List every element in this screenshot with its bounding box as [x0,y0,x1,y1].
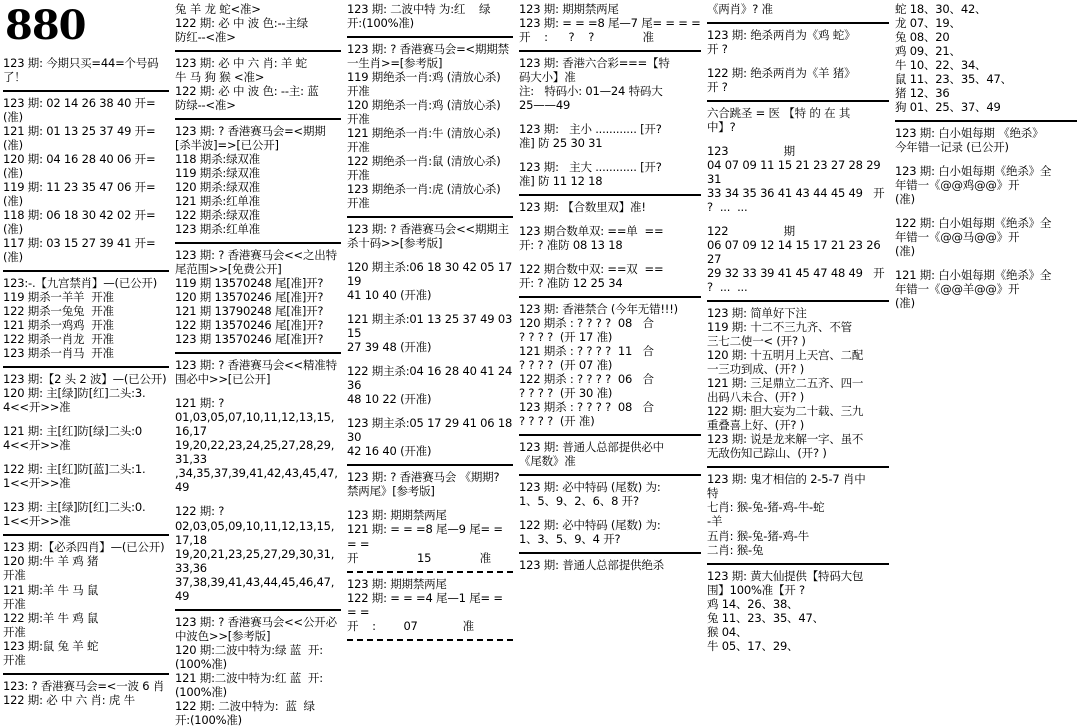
text-block [707,224,889,294]
text-line: 123 期: 鬼才相信的 2-5-7 肖中 [707,472,866,487]
text-line: 123 期: 主[绿]防[红]二头:0. [3,500,146,515]
text-line: 120 期杀:绿双准 [175,180,260,195]
text-line: 27 39 48 (开准) [347,340,432,355]
section-divider [175,609,341,611]
text-line: 120 期杀 : ? ? ? ? 08 合 [519,316,654,331]
text-line: 121 期: 主[红]防[绿]二头:0 [3,424,142,439]
text-line: 123 期杀 : ? ? ? ? 08 合 [519,400,654,415]
text-line: 119 期: 十二不三九齐、不管 [707,320,852,335]
text-line: 120 期: 04 16 28 40 06 开=(准) [3,152,156,181]
text-line: 37,38,39,41,43,44,45,46,47,49 [175,574,335,603]
text-line: 123 期:【必杀四肖】—(已公开) [3,540,165,555]
text-line: (100%准) [175,656,227,671]
text-line: 122 期: 绝杀两肖为《羊 猪》 [707,66,856,81]
text-block [347,312,516,355]
section-divider [519,434,701,436]
text-line: [杀半波]=>[已公开] [175,138,279,153]
section-divider [175,118,341,120]
text-line: 鼠 11、23、35、47、 [895,72,1012,87]
text-block [519,262,701,290]
text-line: (准) [895,192,915,207]
col-6 [892,2,1080,710]
text-line: 119 期绝杀一肖:鸡 (清放心杀) [347,70,501,85]
text-line: 01,03,05,07,10,11,12,13,15,16,17 [175,410,335,439]
text-block [175,615,341,727]
text-line: 开:(100%准) [347,16,414,31]
text-line: 120 期主杀:06 18 30 42 05 17 19 [347,260,516,289]
text-line: 围必中>>[已公开] [175,372,271,387]
text-line: 开准 [347,84,370,99]
text-line: 123: ? 香港赛马会=<一波 6 肖 [3,678,165,693]
text-line: 123 期: 香港禁合 (今年无错!!!) [519,302,678,317]
text-line: 《两肖》? 准 [707,2,773,16]
text-line: 开准 [3,624,26,639]
text-line: 122 期: 二波中特为: 蓝 绿 [175,698,315,713]
text-line: ? ? ? ? (开 30 准) [519,386,613,401]
text-line: 19,20,22,23,24,25,27,28,29,31,33 [175,438,335,467]
text-block [707,28,889,56]
text-line: 123 期: 普通人总部提供绝杀 [519,558,664,573]
text-line: 120 期 13570246 尾[准]开? [175,290,324,305]
text-line: 123 期: 今期只买=44=个号码了！ [3,56,159,85]
text-block [347,2,513,30]
text-line: 122 期主杀:04 16 28 40 41 24 36 [347,364,516,393]
text-line: (准) [895,244,915,259]
text-line: ? ... ... [707,200,748,215]
text-line: 121 期 13790248 尾[准]开? [175,304,324,319]
text-line: 123 期: ? 香港赛马会 《期期? [347,470,500,485]
text-line: 119 期杀:绿双准 [175,166,260,181]
text-line: 注: 特码小: 01—24 特码大 [519,84,663,99]
text-block [519,480,701,508]
text-line: 120 期:牛 羊 鸡 猪 [3,554,99,569]
text-line: 鸡 14、26、38、 [707,596,799,611]
text-line: 123 期: 白小姐每期《绝杀》全 [895,164,1052,179]
text-line: 123 期: 说是龙来解一字、虽不 [707,432,864,447]
text-block [3,540,169,666]
text-block [3,500,169,528]
text-line: 开:(100%准) [175,712,242,727]
text-block [175,358,341,386]
text-line: 123 期: 普通人总部提供必中 [519,440,664,455]
text-block [519,200,701,214]
text-block [707,569,889,653]
text-line: 123 期主杀:05 17 29 41 06 18 30 [347,416,516,445]
text-line: 年错一《@@鸡@@》开 [895,178,1020,193]
text-line: 中波色>>[参考版] [175,628,271,643]
text-line: ? ? ? ? (开 准) [519,414,595,429]
section-divider [3,366,169,368]
text-line: 02,03,05,09,10,11,12,13,15,17,18 [175,518,335,547]
section-divider [175,352,341,354]
text-line: 121 期: 01 13 25 37 49 开=(准) [3,124,156,153]
text-line: ? ... ... [707,280,748,295]
section-divider [347,464,513,466]
section-divider [347,36,513,38]
col-3 [344,2,516,710]
text-line: 今年错一记录 (已公开) [895,140,1009,155]
text-block [347,222,513,250]
text-line: 48 10 22 (开准) [347,392,432,407]
text-line: 122 期杀一兔兔 开准 [3,304,114,319]
text-block [895,216,1077,258]
text-line: 开准 [347,112,370,127]
text-block [175,504,341,602]
text-block [3,96,169,264]
text-line: ,34,35,37,39,41,42,43,45,47,49 [175,466,338,495]
text-line: 蛇 18、30、42、 [895,2,987,16]
text-block [519,160,701,188]
text-line: 123 期杀一肖马 开准 [3,346,114,361]
text-line: 121 期杀:红单准 [175,194,260,209]
text-block [175,396,341,494]
text-line: 29 32 33 39 41 45 47 48 49 开 [707,266,885,281]
text-line: 123 期: 【合数里双】准! [519,200,646,215]
text-line: 猴 04、 [707,624,748,639]
text-line: 开 ? [707,80,728,95]
text-line: 123 期: 二波中特 为:红 绿 [347,2,491,16]
text-line: 118 期: 06 18 30 42 02 开=(准) [3,208,156,237]
text-line: 兔 羊 龙 蛇<准> [175,2,261,16]
text-line: 开: ? 准防 12 25 34 [519,276,623,291]
text-line: 119 期 13570248 尾[准]开? [175,276,324,291]
text-line: 兔 11、23、35、47、 [707,610,824,625]
text-line: 120 期: 主[绿]防[红]二头:3. [3,386,146,401]
text-line: 五肖: 猴-兔-猪-鸡-牛 [707,528,810,543]
text-line: (准) [895,296,915,311]
col-2 [172,2,344,727]
text-line: 禁两尾》[参考版] [347,484,435,499]
text-line: 123 期: 白小姐每期 《绝杀》 [895,126,1044,141]
text-line: 123 期绝杀一肖:虎 (清放心杀) [347,182,501,197]
col-1 [0,2,172,710]
text-block [3,462,169,490]
text-line: 123 期:鼠 兔 羊 蛇 [3,638,99,653]
text-block [347,416,516,459]
text-block [347,508,513,564]
text-block [347,577,513,633]
text-line: 防红--<准> [175,30,236,45]
text-line: 开准 [3,652,26,667]
text-line: 开 15 准 [347,550,491,565]
text-line: 42 16 40 (开准) [347,444,432,459]
text-line: 19,20,21,23,25,27,29,30,31,33,36 [175,546,335,575]
text-line: 120 期: 十五明月上天宫、二配 [707,348,864,363]
text-block [3,424,169,452]
text-block [3,56,169,84]
text-line: 牛 10、22、34、 [895,58,987,73]
text-line: 兔 08、20 [895,30,950,45]
col-5 [704,2,892,710]
text-line: 围】100%准【开 ? [707,582,805,597]
text-line: 123 期: 黄大仙提供【特码大包 [707,568,864,583]
text-line: 122 期杀一肖龙 开准 [3,332,114,347]
text-block [707,306,889,460]
text-line: 防绿--<准> [175,98,236,113]
text-line: 123 期: ? 香港赛马会<<之出特 [175,248,337,263]
text-line: 一生肖>=[参考版] [347,56,443,71]
text-line: 122 期杀:绿双准 [175,208,260,223]
text-line: (100%准) [175,684,227,699]
text-line: 122 期: = = =4 尾—1 尾= = = = [347,590,507,619]
text-line: 码大小】准 [519,70,576,85]
text-block [3,372,169,414]
text-line: 122 期合数中双: ==双 == [519,262,664,277]
text-line: -羊 [707,514,723,529]
text-block [707,2,889,16]
text-line: 122 期杀 : ? ? ? ? 06 合 [519,372,654,387]
text-line: 117 期: 03 15 27 39 41 开=(准) [3,236,156,265]
text-block [519,122,701,150]
text-line: 年错一《@@马@@》开 [895,230,1020,245]
text-line: 122 期: 胆大妄为二十载、三九 [707,404,864,419]
text-line: 开: ? 准防 08 13 18 [519,238,623,253]
text-line: 4<<开>>准 [3,438,71,453]
text-line: 122 期: 必 中 波 色: --主: 蓝 [175,84,319,99]
text-line: 狗 01、25、37、49 [895,100,1001,115]
text-line: 年错一《@@羊@@》开 [895,282,1020,297]
text-block [347,42,513,210]
section-divider [707,300,889,302]
text-line: 123 期: 简单好下注 [707,306,807,321]
text-line: 123 期: ? 香港赛马会=<期期 [175,124,326,139]
text-line: 121 期:羊 牛 马 鼠 [3,582,99,597]
text-line: 牛 05、17、29、 [707,638,799,653]
section-divider [519,296,701,298]
section-divider [519,194,701,196]
text-line: 122 期: 必 中 波 色:--主绿 [175,16,308,31]
text-line: 特 [707,486,719,501]
text-block [347,364,516,407]
text-line: 准] 防 25 30 31 [519,136,603,151]
text-line: 123 期: 绝杀两肖为《鸡 蛇》 [707,28,856,43]
text-line: 123 期: 期期禁两尾 [347,508,447,523]
text-block [707,144,889,214]
text-line: 1、5、9、2、6、8 开? [519,494,639,509]
text-block [3,679,169,707]
text-block [175,2,341,44]
text-line: 龙 07、19、 [895,16,961,31]
section-divider [3,270,169,272]
text-block [519,518,701,546]
text-line: 123 期 [707,144,795,159]
section-divider [175,242,341,244]
text-block [895,2,1077,114]
text-line: 4<<开>>准 [3,400,71,415]
text-line: 121 期: 三足鼎立二五齐、四一 [707,376,864,391]
text-line: 开准 [3,596,26,611]
text-line: 04 07 09 11 15 21 23 27 28 29 31 [707,158,884,187]
text-line: 121 期: ? [175,396,225,411]
text-line: 121 期杀 : ? ? ? ? 11 合 [519,344,654,359]
text-line: 六合跳圣 = 医 【特 的 在 其 [707,106,851,121]
text-line: 尾范围>>[免费公开] [175,262,282,277]
text-block [895,164,1077,206]
text-line: 121 期杀一鸡鸡 开准 [3,318,114,333]
section-divider [519,50,701,52]
col-4 [516,2,704,710]
text-line: 出码八未合、(开? ) [707,390,805,405]
text-line: 重叠喜上好、(开? ) [707,418,805,433]
text-line: 123 期: 必中特码 (尾数) 为: [519,480,661,495]
text-line: 123 期: ? 香港赛马会<<期期主 [347,222,509,237]
text-block [175,248,341,346]
section-divider [347,216,513,218]
text-line: 123 期: 期期禁两尾 [519,2,619,16]
text-line: 122 期: ? [175,504,225,519]
section-divider [519,474,701,476]
section-divider [175,50,341,52]
text-line: 123 期合数单双: ==单 == [519,224,664,239]
text-line: 二肖: 猴-兔 [707,542,764,557]
text-line: 123 期: 期期禁两尾 [347,576,447,591]
section-divider [895,120,1077,122]
text-line: 1、3、5、9、4 开? [519,532,621,547]
section-divider [3,90,169,92]
text-line: 123 期: ? 香港赛马会<<公开必 [175,614,337,629]
text-line: 开准 [3,568,26,583]
text-line: 123 期: = = =8 尾—7 尾= = = = [519,16,701,31]
text-block [347,260,516,303]
text-line: 06 07 09 12 14 15 17 21 23 26 27 [707,238,884,267]
text-block [175,56,341,112]
text-line: 123:-.【九宫禁肖】—(已公开) [3,276,158,291]
text-line: 123 期:【2 头 2 波】—(已公开) [3,372,167,387]
text-line: 121 期:二波中特为:红 蓝 开: [175,670,323,685]
text-line: 开准 [347,140,370,155]
text-block [707,472,889,556]
text-line: 《尾数》准 [519,454,576,469]
text-line: 牛 马 狗 猴 <准> [175,70,265,85]
text-line: 杀十码>>[参考版] [347,236,443,251]
text-line: 25——49 [519,98,571,113]
text-line: 123 期杀:红单准 [175,222,260,237]
text-block [175,124,341,236]
text-line: 三七二使一< (开? ) [707,334,806,349]
text-line: 1<<开>>准 [3,476,71,491]
text-block [347,470,513,498]
text-line: 123 期 13570246 尾[准]开? [175,332,324,347]
section-divider [347,571,513,573]
section-divider [707,563,889,565]
text-line: ? ? ? ? (开 17 准) [519,330,613,345]
text-line: 开 : 07 准 [347,618,474,633]
text-line: 123 期: 必 中 六 肖: 羊 蛇 [175,56,307,71]
section-divider [3,534,169,536]
text-line: 33 34 35 36 41 43 44 45 49 开 [707,186,885,201]
text-line: 120 期:二波中特为:绿 蓝 开: [175,642,323,657]
text-line: 1<<开>>准 [3,514,71,529]
text-line: 123 期: 02 14 26 38 40 开=(准) [3,96,156,125]
text-block [519,2,701,44]
text-line: 一三功到成、(开? ) [707,362,805,377]
text-line: 122 期: 白小姐每期《绝杀》全 [895,216,1052,231]
text-block [519,302,701,428]
text-block [519,440,701,468]
text-line: 41 10 40 (开准) [347,288,432,303]
text-line: 122 期: 必中特码 (尾数) 为: [519,518,661,533]
section-divider [3,673,169,675]
section-divider [707,466,889,468]
text-line: 119 期: 11 23 35 47 06 开=(准) [3,180,156,209]
text-line: 120 期绝杀一肖:鸡 (清放心杀) [347,98,501,113]
text-line: 开准 [347,168,370,183]
text-line: 开 : ? ? 准 [519,30,654,45]
text-block [895,126,1077,154]
text-line: 123 期: 香港六合彩===【特 [519,56,670,71]
text-line: 七肖: 猴-兔-猪-鸡-牛-蛇 [707,500,825,515]
section-divider [519,552,701,554]
text-line: 118 期杀:绿双准 [175,152,260,167]
text-block [707,106,889,134]
text-line: 中】? [707,120,736,135]
text-line: 121 期主杀:01 13 25 37 49 03 15 [347,312,516,341]
text-block [707,66,889,94]
text-line: 123 期: ? 香港赛马会=<期期禁 [347,42,509,57]
text-line: 无敌伤知己踪山、(开? ) [707,446,827,461]
text-block [519,558,701,572]
section-divider [347,639,513,641]
text-line: 开 ? [707,42,728,57]
page-title: 880 [5,2,86,49]
text-line: 122 期: 主[红]防[蓝]二头:1. [3,462,146,477]
text-line: 121 期: = = =8 尾—9 尾= = = = [347,522,507,551]
text-line: 122 期 [707,224,795,239]
text-block [519,224,701,252]
text-line: 121 期: 白小姐每期《绝杀》全 [895,268,1052,283]
section-divider [707,22,889,24]
text-line: 122 期: 必 中 六 肖: 虎 牛 [3,692,135,707]
text-line: 开准 [347,196,370,211]
text-line: 122 期:羊 牛 鸡 鼠 [3,610,99,625]
text-line: 鸡 09、21、 [895,44,961,59]
text-line: 122 期绝杀一肖:鼠 (清放心杀) [347,154,501,169]
text-line: 123 期: 主大 ............ [开? [519,160,662,175]
text-line: 122 期 13570246 尾[准]开? [175,318,324,333]
text-line: ? ? ? ? (开 07 准) [519,358,613,373]
text-block [895,268,1077,310]
text-line: 119 期杀一羊羊 开准 [3,290,114,305]
text-block [3,276,169,360]
text-line: 准] 防 11 12 18 [519,174,603,189]
text-line: 猪 12、36 [895,86,950,101]
text-line: 123 期: 主小 ............ [开? [519,122,662,137]
section-divider [707,100,889,102]
text-line: 121 期绝杀一肖:牛 (清放心杀) [347,126,501,141]
text-block [519,56,701,112]
text-line: 123 期: ? 香港赛马会<<精准特 [175,358,337,373]
